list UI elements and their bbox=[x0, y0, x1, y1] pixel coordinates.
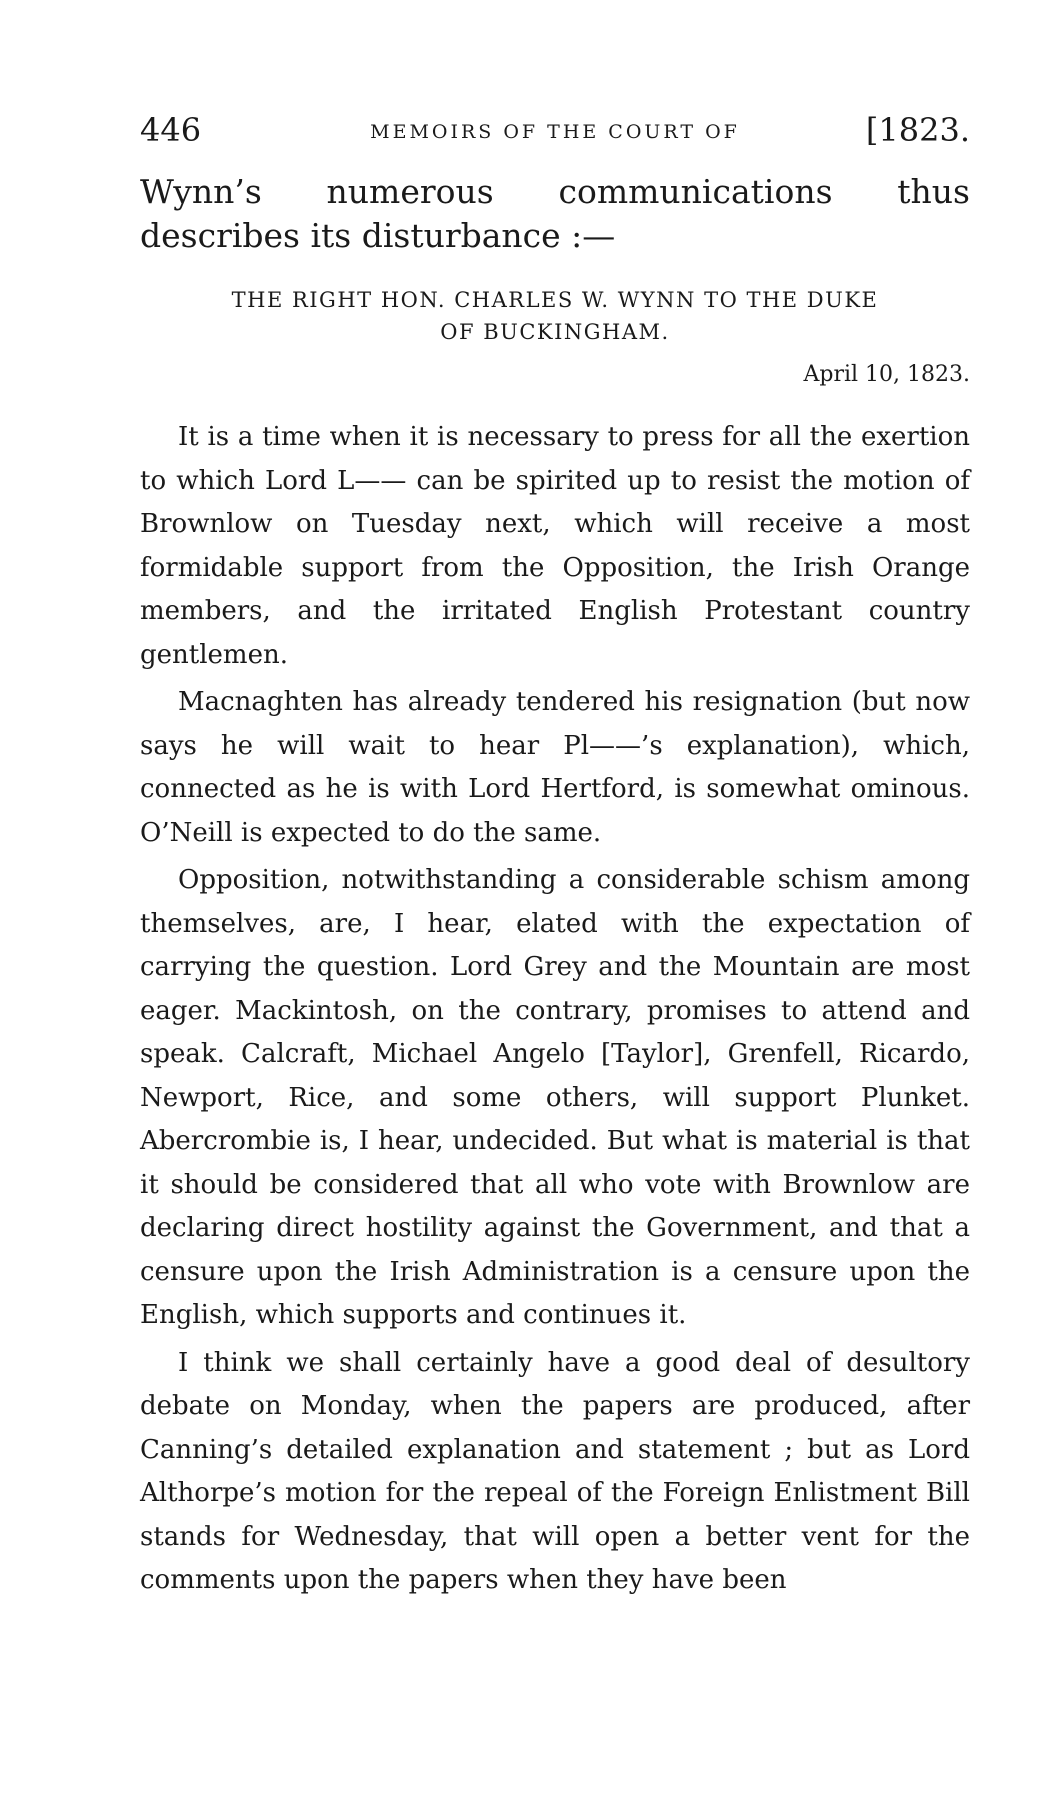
running-title: MEMOIRS OF THE COURT OF bbox=[370, 121, 740, 143]
running-head bbox=[140, 108, 970, 152]
paragraph: Macnaghten has already tendered his resignation (but now says he will wait to hear Pl——’s explanation), which, connected as he is with Lord Hertford, is somewhat ominous. O’Neill is expected to do the same. bbox=[140, 687, 970, 848]
running-year: [1823. bbox=[865, 111, 970, 149]
letter-heading-line-1: THE RIGHT HON. CHARLES W. WYNN TO THE DUKE bbox=[231, 288, 879, 312]
paragraph: I think we shall certainly have a good deal of desultory debate on Monday, when the papers are produced, after Canning’s detailed explanation and statement ; but as Lord Althorpe’s motion for the repeal of the Foreign Enlistment Bill stands for Wednesday, that will open a better vent for the comments upon the papers when they have been bbox=[140, 1347, 970, 1595]
paragraph: It is a time when it is necessary to press for all the exertion to which Lord L—— can be spirited up to resist the motion of Brownlow on Tuesday next, which will receive a most formidable support from the Opposition, the Irish Orange members, and the irritated English Protestant country gentlemen. bbox=[140, 422, 970, 670]
page-number: 446 bbox=[140, 111, 202, 149]
letter-heading bbox=[140, 284, 970, 348]
letter-date: April 10, 1823. bbox=[803, 362, 970, 387]
letter-heading-line-2: OF BUCKINGHAM. bbox=[440, 320, 670, 344]
book-page bbox=[140, 108, 970, 1607]
paragraph: Opposition, notwithstanding a considerable schism among themselves, are, I hear, elated with the expectation of carrying the question. Lord Grey and the Mountain are most eager. Mackintosh, on the contrary, promises to attend and speak. Calcraft, Michael Angelo [Taylor], Grenfell, Ricardo, Newport, Rice, and some others, will support Plunket. Abercrombie is, I hear, undecided. But what is material is that it should be considered that all who vote with Brownlow are declaring direct hostility against the Government, and that a censure upon the Irish Administration is a censure upon the English, which supports and continues it. bbox=[140, 865, 970, 1330]
letter-body bbox=[140, 416, 970, 1603]
lead-text: Wynn’s numerous communications thus describes its disturbance :— bbox=[140, 172, 970, 255]
